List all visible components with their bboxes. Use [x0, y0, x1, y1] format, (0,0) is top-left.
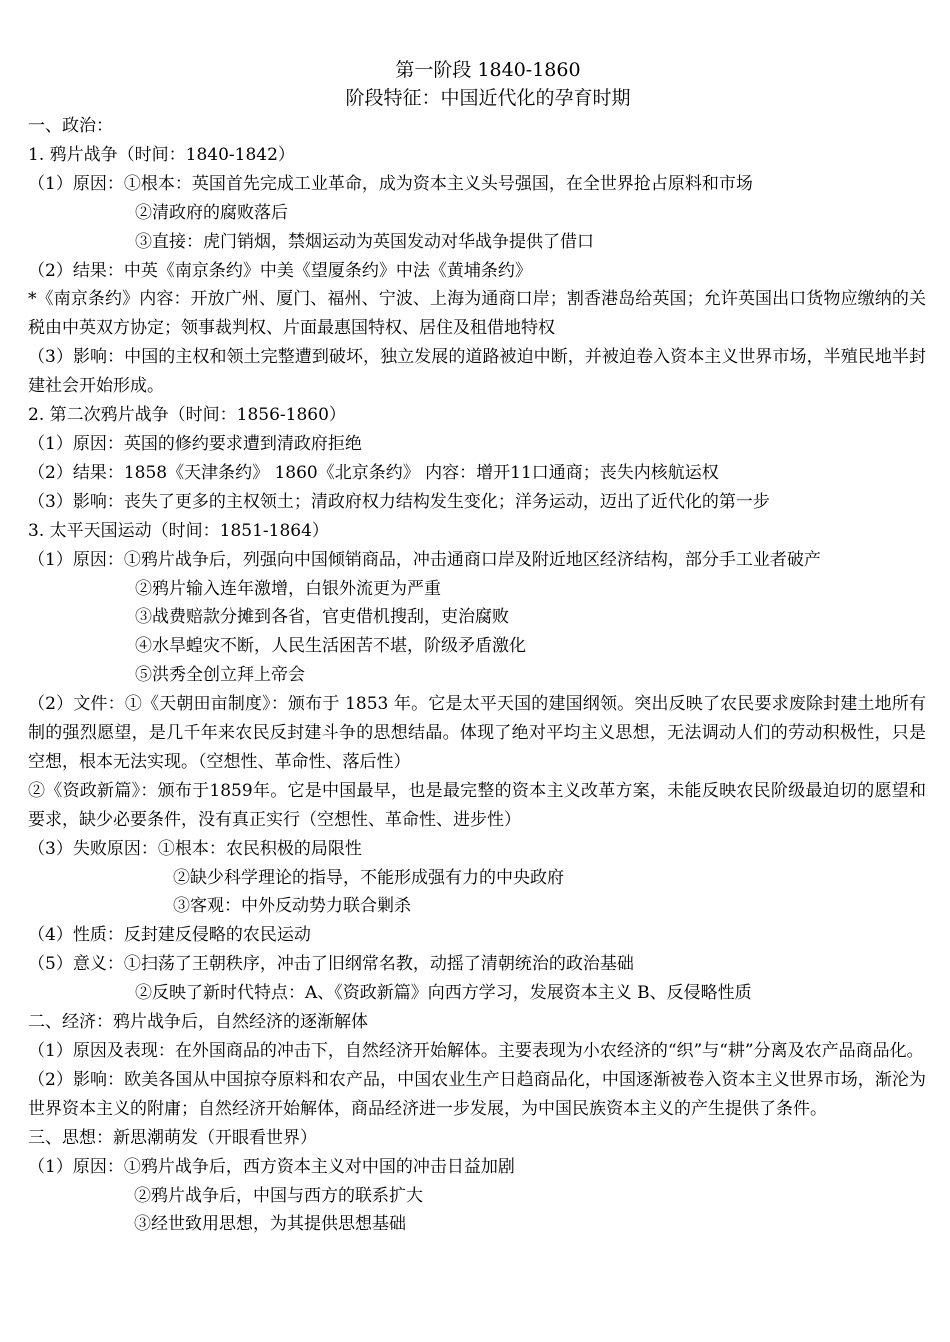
text-line: （2）结果：中英《南京条约》中美《望厦条约》中法《黄埔条约》 [28, 260, 532, 281]
text-line: 3. 太平天国运动（时间：1851-1864） [28, 520, 329, 541]
text-line: （2）影响：欧美各国从中国掠夺原料和农产品，中国农业生产日趋商品化，中国逐渐被卷入资本主义世界市场，渐沦为世界资本主义的附庸；自然经济开始解体，商品经济进一步发展，为中国民族资本主义的产生提供了条件。 [28, 1069, 926, 1119]
text-line: *《南京条约》内容：开放广州、厦门、福州、宁波、上海为通商口岸；割香港岛给英国；允许英国出口货物应缴纳的关税由中英双方协定；领事裁判权、片面最惠国特权、居住及租借地特权 [28, 289, 926, 339]
text-line: （3）影响：中国的主权和领土完整遭到破坏，独立发展的道路被迫中断，并被迫卷入资本主义世界市场，半殖民地半封建社会开始形成。 [28, 347, 926, 397]
text-line: （2）文件：①《天朝田亩制度》：颁布于 1853 年。它是太平天国的建国纲领。突出反映了农民要求废除封建土地所有制的强烈愿望，是几千年来农民反封建斗争的思想结晶。体现了绝对平均主义思想，无法调动人们的劳动积极性，只是空想，根本无法实现。（空想性、革命性、落后性） [28, 694, 926, 772]
text-line: （1）原因：①鸦片战争后，列强向中国倾销商品，冲击通商口岸及附近地区经济结构，部分手工业者破产 [28, 549, 821, 570]
document-body [28, 112, 926, 1239]
text-line: （1）原因：英国的修约要求遭到清政府拒绝 [28, 433, 362, 454]
text-line: （5）意义：①扫荡了王朝秩序，冲击了旧纲常名教，动摇了清朝统治的政治基础 [28, 954, 634, 975]
text-line: 一、政治： [28, 116, 113, 136]
text-line: （1）原因：①鸦片战争后，西方资本主义对中国的冲击日益加剧 [28, 1156, 515, 1177]
text-line: （4）性质：反封建反侵略的农民运动 [28, 925, 311, 946]
text-line: 三、思想：新思潮萌发（开眼看世界） [28, 1127, 317, 1148]
text-line: ②反映了新时代特点：A、《资政新篇》向西方学习，发展资本主义 B、反侵略性质 [135, 983, 752, 1004]
text-line: ②鸦片输入连年激增，白银外流更为严重 [135, 578, 441, 599]
text-line: 2. 第二次鸦片战争（时间：1856-1860） [28, 405, 346, 426]
text-line: ②《资政新篇》：颁布于1859年。它是中国最早，也是最完整的资本主义改革方案，未能反映农民阶级最迫切的愿望和要求，缺少必要条件，没有真正实行（空想性、革命性、进步性） [28, 780, 926, 830]
text-line: （2）结果：1858《天津条约》 1860《北京条约》 内容：增开11口通商；丧失内核航运权 [28, 462, 719, 483]
text-line: （3）影响：丧失了更多的主权领土；清政府权力结构发生变化；洋务运动，迈出了近代化的第一步 [28, 491, 770, 512]
text-line: ③直接：虎门销烟，禁烟运动为英国发动对华战争提供了借口 [135, 231, 594, 252]
text-line: ②清政府的腐败落后 [135, 202, 288, 223]
page-subtitle: 阶段特征：中国近代化的孕育时期 [345, 87, 631, 109]
text-line: （1）原因及表现：在外国商品的冲击下，自然经济开始解体。主要表现为小农经济的“织”与“耕”分离及农产品商品化。 [28, 1041, 924, 1061]
text-line: ②缺少科学理论的指导，不能形成强有力的中央政府 [173, 867, 564, 888]
text-line: （3）失败原因：①根本：农民积极的局限性 [28, 838, 362, 859]
text-line: ②鸦片战争后，中国与西方的联系扩大 [134, 1185, 423, 1206]
text-line: （1）原因：①根本：英国首先完成工业革命，成为资本主义头号强国，在全世界抢占原料和市场 [28, 173, 753, 194]
page-title: 第一阶段 1840-1860 [395, 59, 581, 81]
text-line: ⑤洪秀全创立拜上帝会 [135, 665, 305, 686]
text-line: ③经世致用思想，为其提供思想基础 [134, 1214, 406, 1235]
text-line: ③客观：中外反动势力联合剿杀 [173, 896, 411, 917]
text-line: 二、经济：鸦片战争后，自然经济的逐渐解体 [28, 1012, 368, 1033]
text-line: ④水旱蝗灾不断，人民生活困苦不堪，阶级矛盾激化 [135, 636, 526, 657]
text-line: ③战费赔款分摊到各省，官吏借机搜刮，吏治腐败 [135, 607, 509, 628]
text-line: 1. 鸦片战争（时间：1840-1842） [28, 144, 295, 165]
